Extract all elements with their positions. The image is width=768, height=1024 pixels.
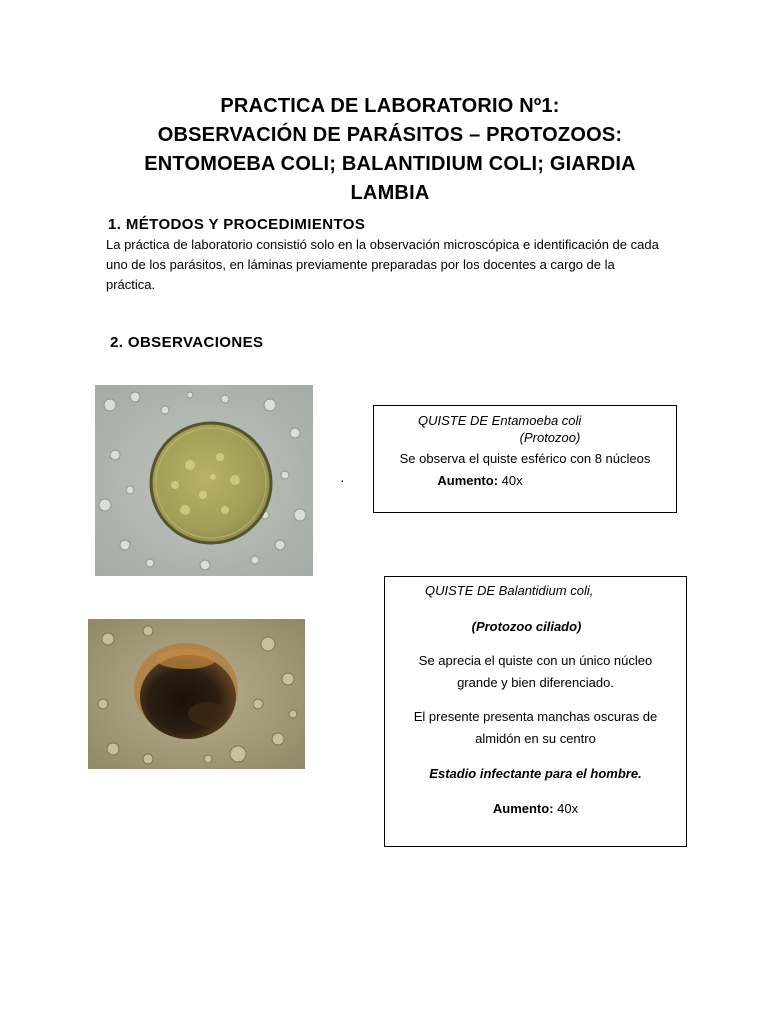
card1-magnification (284, 473, 676, 488)
card2-stage: Estadio infectante para el hombre. (429, 766, 642, 781)
balantidium-coli-card (384, 576, 687, 847)
card2-title: QUISTE DE Balantidium coli, (425, 583, 594, 598)
title-line-2: OBSERVACIÓN DE PARÁSITOS – PROTOZOOS: (157, 124, 623, 146)
document-title (100, 92, 680, 208)
card2-description-line-2: grande y bien diferenciado. (457, 675, 614, 690)
separator-dot: · (340, 472, 345, 488)
card1-title: QUISTE DE Entamoeba coli (418, 413, 582, 428)
card2-note-line-1: El presente presenta manchas oscuras de (413, 709, 658, 724)
card1-subtitle: (Protozoo) (519, 430, 581, 445)
methods-paragraph: La práctica de laboratorio consistió solo en la observación microscópica e identificación de cada uno de los parásitos, en láminas previamente preparadas por los docentes a cargo de la práctica. (106, 237, 659, 292)
title-line-1: PRACTICA DE LABORATORIO Nº1: (220, 95, 560, 117)
card2-magnification (385, 801, 686, 816)
card1-magnification-value: 40x (498, 473, 523, 488)
card2-magnification-label: Aumento: (492, 801, 554, 816)
entamoeba-coli-micrograph (95, 385, 313, 576)
card1-magnification-label: Aumento: (437, 473, 499, 488)
section-heading-observations: 2. OBSERVACIONES (110, 334, 264, 351)
balantidium-coli-micrograph (88, 619, 305, 769)
entamoeba-coli-card (373, 405, 677, 513)
card2-magnification-value: 40x (553, 801, 579, 816)
card2-description-line-1: Se aprecia el quiste con un único núcleo (418, 653, 653, 668)
title-line-3: ENTOMOEBA COLI; BALANTIDIUM COLI; GIARDIA (144, 153, 636, 175)
title-line-4: LAMBIA (350, 182, 430, 204)
card1-description: Se observa el quiste esférico con 8 núcleos (399, 451, 651, 466)
section-heading-methods: 1. MÉTODOS Y PROCEDIMIENTOS (108, 216, 366, 233)
card2-subtitle: (Protozoo ciliado) (471, 619, 582, 634)
card2-note-line-2: almidón en su centro (475, 731, 596, 746)
